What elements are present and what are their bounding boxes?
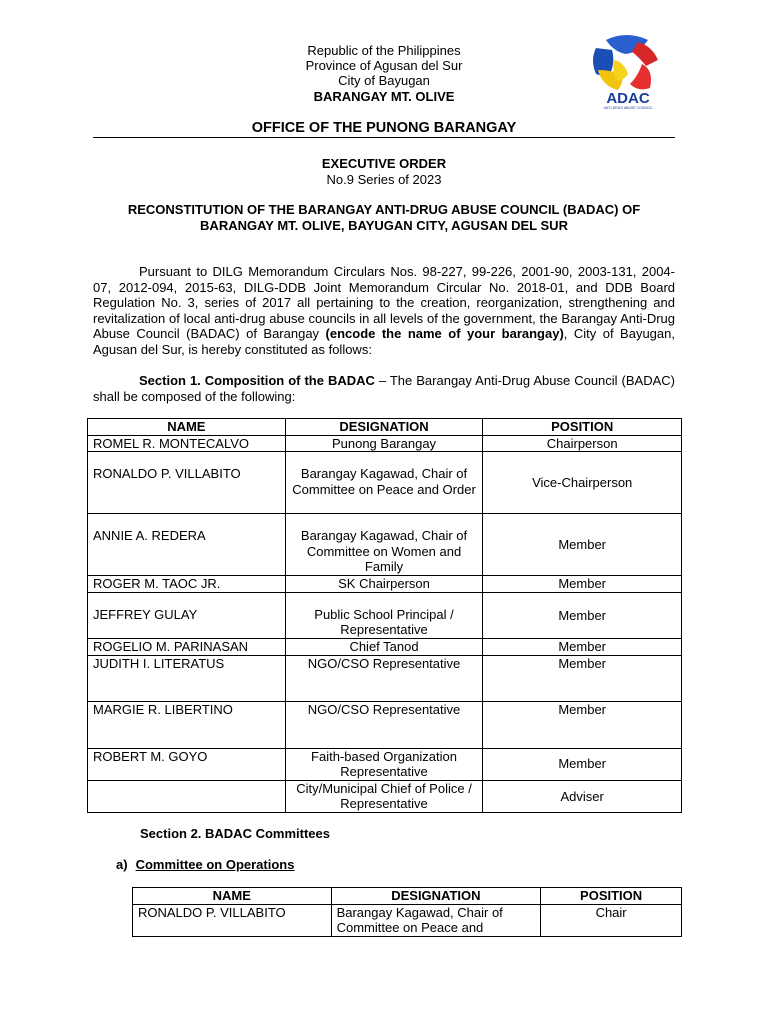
order-title-line2: BARANGAY MT. OLIVE, BAYUGAN CITY, AGUSAN DEL SUR	[200, 218, 568, 233]
member-name: ROMEL R. MONTECALVO	[88, 435, 286, 452]
adac-logo-subtext: ANTI-DRUG ABUSE COUNCIL	[603, 106, 653, 110]
member-designation: Barangay Kagawad, Chair of Committee on Peace and Order	[285, 452, 483, 514]
col-header-designation: DESIGNATION	[285, 419, 483, 436]
col-header-position: POSITION	[483, 419, 682, 436]
col-header-name: NAME	[133, 888, 332, 905]
member-name: RONALDO P. VILLABITO	[133, 904, 332, 936]
sub-a-title: Committee on Operations	[135, 857, 295, 872]
member-position: Chair	[541, 904, 682, 936]
table-row	[88, 748, 682, 780]
header-divider	[93, 137, 675, 138]
member-designation: Public School Principal / Representative	[285, 592, 483, 638]
member-position: Member	[483, 514, 682, 576]
member-position: Vice-Chairperson	[483, 452, 682, 514]
member-position: Adviser	[483, 780, 682, 812]
composition-table	[87, 418, 682, 813]
committee-operations-heading	[116, 857, 294, 872]
table-row	[88, 655, 682, 701]
member-name: MARGIE R. LIBERTINO	[88, 701, 286, 748]
member-designation: NGO/CSO Representative	[285, 655, 483, 701]
table-header-row	[133, 888, 682, 905]
table-row	[133, 904, 682, 936]
designation-line: Barangay Kagawad, Chair of	[336, 904, 503, 920]
member-designation: Faith-based Organization Representative	[285, 748, 483, 780]
header-republic: Republic of the Philippines	[307, 43, 461, 58]
section2-heading: Section 2. BADAC Committees	[140, 826, 330, 841]
operations-table	[132, 887, 682, 937]
designation-line: Committee on Peace and	[336, 920, 484, 936]
header-province: Province of Agusan del Sur	[305, 58, 463, 73]
member-name: JEFFREY GULAY	[88, 592, 286, 638]
member-position: Member	[483, 592, 682, 638]
member-name: ROGELIO M. PARINASAN	[88, 638, 286, 655]
table-row	[88, 452, 682, 514]
order-number: No.9 Series of 2023	[326, 172, 442, 187]
preamble-placeholder: (encode the name of your barangay)	[325, 326, 564, 342]
office-title: OFFICE OF THE PUNONG BARANGAY	[251, 120, 517, 136]
table-row	[88, 592, 682, 638]
section1-text: – The Barangay Anti-Drug Abuse Council (BADAC) shall be composed of the following:	[93, 373, 675, 404]
table-row	[88, 435, 682, 452]
preamble-text-a: Pursuant to DILG Memorandum Circulars Nos. 98-227, 99-226, 2001-90, 2003-131, 2004-07, 2012-094, 2015-63, DILG-DDB Joint Memorandum Circular No. 2018-01, and DDB Board Regulation No. 3, series of 2017 all pertaining to the creation, reorganization, strengthening and revitalization of local anti-drug abuse councils in all levels of the government, the Barangay Anti-Drug Abuse Council (BADAC) of Barangay	[93, 264, 675, 342]
header-barangay: BARANGAY MT. OLIVE	[313, 89, 455, 104]
table-row	[88, 576, 682, 593]
member-position: Chairperson	[483, 435, 682, 452]
member-designation: Chief Tanod	[285, 638, 483, 655]
member-position: Member	[483, 748, 682, 780]
member-name: ANNIE A. REDERA	[88, 514, 286, 576]
order-type: EXECUTIVE ORDER	[321, 156, 447, 171]
table-row	[88, 780, 682, 812]
table-header-row	[88, 419, 682, 436]
preamble-text-b: , City of Bayugan, Agusan del Sur, is hereby constituted as follows:	[93, 326, 675, 357]
adac-logo-text: ADAC	[606, 90, 650, 107]
preamble-paragraph	[93, 264, 675, 358]
member-designation	[331, 904, 541, 936]
member-designation: Barangay Kagawad, Chair of Committee on Women and Family	[285, 514, 483, 576]
table-row	[88, 638, 682, 655]
member-designation: Punong Barangay	[285, 435, 483, 452]
table-row	[88, 514, 682, 576]
member-name	[88, 780, 286, 812]
member-position: Member	[483, 655, 682, 701]
order-title-line1: RECONSTITUTION OF THE BARANGAY ANTI-DRUG ABUSE COUNCIL (BADAC) OF	[127, 202, 641, 217]
member-designation: City/Municipal Chief of Police / Representative	[285, 780, 483, 812]
member-name: ROBERT M. GOYO	[88, 748, 286, 780]
col-header-designation: DESIGNATION	[331, 888, 541, 905]
section1-heading: Section 1. Composition of the BADAC	[139, 373, 375, 388]
col-header-position: POSITION	[541, 888, 682, 905]
member-position: Member	[483, 638, 682, 655]
sub-a-label: a)	[116, 857, 128, 872]
section1-paragraph	[93, 373, 675, 404]
member-position: Member	[483, 701, 682, 748]
member-name: RONALDO P. VILLABITO	[88, 452, 286, 514]
member-name: JUDITH I. LITERATUS	[88, 655, 286, 701]
col-header-name: NAME	[88, 419, 286, 436]
member-designation: NGO/CSO Representative	[285, 701, 483, 748]
member-position: Member	[483, 576, 682, 593]
member-name: ROGER M. TAOC JR.	[88, 576, 286, 593]
member-designation: SK Chairperson	[285, 576, 483, 593]
header-city: City of Bayugan	[338, 73, 430, 88]
table-row	[88, 701, 682, 748]
adac-logo	[588, 30, 668, 110]
